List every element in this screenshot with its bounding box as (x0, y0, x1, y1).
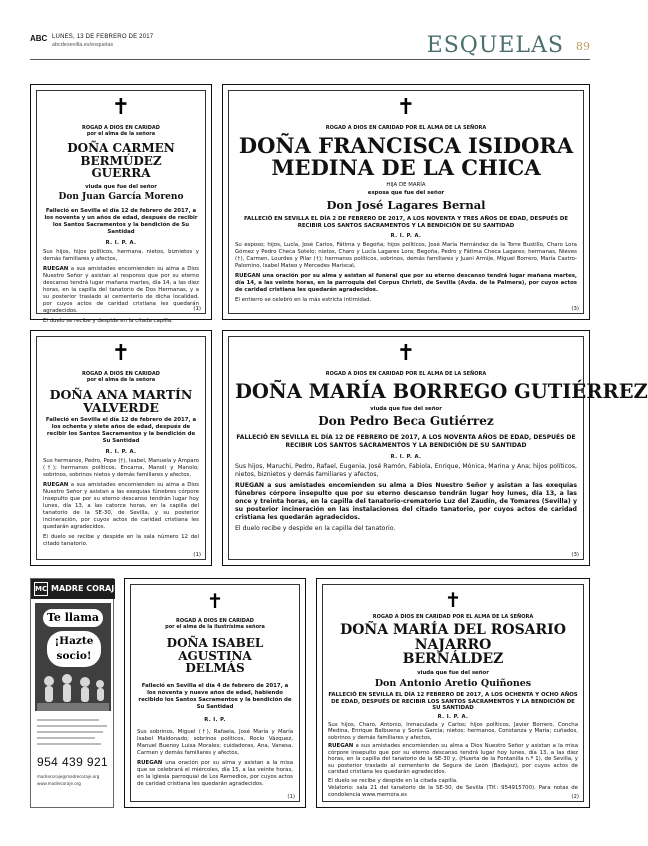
ad-organization: MADRE CORAJE (51, 584, 120, 593)
ad-website[interactable]: www.madrecoraje.org (37, 781, 81, 786)
obituary-intro-sub: por el alma de la señora (86, 377, 156, 383)
death-notice: Falleció en Sevilla el día 4 de febrero de 2017, a los noventa y nueve años de edad, habiendo recibido los Santos Sacramentos y la bendición de Su Santidad (138, 682, 292, 710)
closing-text: El duelo recibe y despide en la capilla del tanatorio. (235, 525, 396, 533)
rip-text: R. I. P. A. (105, 449, 137, 456)
deceased-name: DOÑA ANA MARTÍN VALVERDE (49, 387, 193, 416)
notice-number: (1) (193, 552, 201, 558)
page-header (30, 34, 590, 62)
ad-phone[interactable]: 954 439 921 (37, 755, 109, 769)
brand-logo: ABC (30, 34, 48, 43)
section-title: ESQUELAS (426, 33, 564, 58)
deceased-name: DOÑA CARMEN BERMÚDEZ GUERRA (67, 141, 175, 181)
obituary-carmen-bermudez (30, 84, 212, 324)
ad-email[interactable]: madrecoraje@madrecoraje.org (37, 774, 100, 779)
header-divider (30, 59, 590, 60)
obituary-intro: ROGAD A DIOS EN CARIDAD POR EL ALMA DE LA SEÑORA (325, 371, 487, 377)
obituary-intro: ROGAD A DIOS EN CARIDAD (82, 125, 160, 131)
death-notice: FALLECIÓ EN SEVILLA EL DÍA 12 FEBRERO DE 2017, A LOS OCHENTA Y OCHO AÑOS DE EDAD, DESPUÉS DE RECIBIR LOS SANTOS SACRAMENTOS Y LA BENDICIÓN DE SU SANTIDAD (328, 692, 578, 712)
velatorio-text: Velatorio: sala 21 del tanatorio de la SE-30, de Sevilla (Tlf.: 954915700). Para notas de condolencia www.memora.es (328, 785, 578, 798)
family-text: Sus hijos, hijos políticos, hermana, nietos, biznietos y demás familiares y afectos, (43, 248, 199, 262)
relation-text: esposa que fue del señor (367, 190, 445, 197)
notice-number: (3) (571, 552, 579, 558)
notice-number: (3) (571, 306, 579, 312)
deceased-name: DOÑA MARÍA DEL ROSARIO NAJARRO BERNÁLDEZ (340, 622, 566, 668)
family-text: Sus hijos, Maruchi, Pedro, Rafael, Eugenia, José Ramón, Fabiola, Enrique, Mónica, Marina y Ana; hijos políticos, nietos, biznietos y demás familiares y afectos, (235, 463, 577, 479)
cross-icon: ✝ (111, 341, 131, 366)
obituary-intro: ROGAD A DIOS EN CARIDAD POR EL ALMA DE LA SEÑORA (372, 614, 534, 620)
page-date: LUNES, 13 DE FEBRERO DE 2017 (52, 34, 154, 40)
rip-text: R. I. P. A. (437, 713, 469, 720)
request-text: RUEGAN a sus amistades encomienden su alma a Dios Nuestro Señor y asistan al responso que por su eterno descanso tendrá lugar mañana martes, día 14, a las diez horas, en la capilla del tanatorio de Dos Hermanas, y a su posterior traslado al cementerio de dicha localidad, por cuyos actos de caridad cristiana les quedarán agradecidos. (43, 265, 199, 314)
cross-icon: ✝ (444, 588, 462, 612)
rip-text: R. I. P. A. (390, 233, 422, 240)
obituary-ana-martin (30, 330, 212, 566)
obituary-isabel-delmas (124, 578, 306, 808)
deceased-name: DOÑA FRANCISCA ISIDORA MEDINA DE LA CHICA (238, 133, 574, 181)
rip-text: R. I. P. A. (390, 454, 422, 461)
rip-text: R. I. P. (204, 716, 226, 723)
closing-text: El duelo se recibe y despide en la citada capilla. (328, 777, 458, 784)
ad-call-to-action: ¡Hazte socio! (47, 631, 101, 667)
obituary-maria-borrego (222, 330, 648, 566)
relation-text: viuda que fue del señor (85, 183, 157, 190)
deceased-name: DOÑA ISABEL AGUSTINA DELMÁS (166, 636, 264, 676)
ad-header (31, 579, 120, 599)
obituary-intro: ROGAD A DIOS EN CARIDAD (176, 618, 254, 624)
rip-text: R. I. P. A. (105, 239, 137, 246)
cross-icon: ✝ (396, 341, 416, 366)
relation-text: viuda que fue del señor (370, 406, 442, 413)
request-text: RUEGAN a sus amistades encomienden su alma a Dios Nuestro Señor y asistan a las exequias fúnebres córpore insepulto que por su eterno descanso tendrán lugar hoy lunes, día 13, a las once y treinta horas, en la capilla del tanatorio-crematorio Luz del Zaudín, de Tomares (Sevilla) y su posterior incineración en las instalaciones del citado tanatorio, por cuyos actos de caridad cristiana les quedarán agradecidos. (235, 482, 578, 522)
request-text: RUEGAN una oración por su alma y asistan al funeral que por su eterno descanso tendrá lugar mañana martes, día 14, a las veinte horas, en la parroquia del Corpus Christi, de Sevilla (Avda. de la Palmera), por cuyos actos de caridad cristiana les quedarán agradecidos. (235, 273, 577, 294)
obituary-francisca-medina (222, 84, 590, 320)
notice-number: (1) (287, 794, 295, 800)
page-number: 89 (576, 40, 590, 53)
spouse-name: Don Pedro Beca Gutiérrez (318, 414, 494, 429)
spouse-name: Don Juan García Moreno (58, 191, 184, 202)
notice-number: (2) (571, 794, 579, 800)
cross-icon: ✝ (206, 589, 224, 613)
request-text: RUEGAN a sus amistades encomienden su alma a Dios Nuestro Señor y asistan a la misa córpore insepulto que por su eterno descanso tendrá lugar hoy lunes, día 13, a las diez horas, en la capilla del tanatorio de la SE-30 y, (Huerta de la Fontanilla n.º 1), de Sevilla, y su posterior traslado al cementerio de Segura de León (Badajoz), por cuyos actos de caridad cristiana les quedarán agradecidos. (328, 743, 578, 776)
deceased-name: DOÑA MARÍA BORREGO GUTIÉRREZ (235, 380, 648, 403)
children-illustration-icon (37, 671, 109, 711)
relation-text: viuda que fue del señor (417, 670, 489, 677)
request-text: RUEGAN a sus amistades encomienden su alma a Dios Nuestro Señor y asistan a las exequias fúnebres córpore insepulto que por su eterno descanso tendrán lugar hoy lunes, día 13, a las catorce horas, en la capilla del tanatorio de la SE-30, de Sevilla, y su posterior incineración, por cuyos actos de caridad cristiana les quedarán agradecidos. (43, 482, 199, 531)
death-notice: Falleció en Sevilla el día 12 de febrero de 2017, a los noventa y un años de edad, después de recibir los Santos Sacramentos y la bendición de Su Santidad (44, 207, 198, 235)
hija-text: HIJA DE MARÍA (386, 182, 426, 189)
death-notice: FALLECIÓ EN SEVILLA EL DÍA 12 DE FEBRERO DE 2017, A LOS NOVENTA AÑOS DE EDAD, DESPUÉS DE RECIBIR LOS SANTOS SACRAMENTOS Y LA BENDICIÓN DE SU SANTIDAD (236, 434, 576, 450)
cross-icon: ✝ (396, 95, 416, 120)
closing-text: El duelo se recibe y despide en la sala número 12 del citado tanatorio. (43, 534, 199, 548)
obituary-intro: ROGAD A DIOS EN CARIDAD POR EL ALMA DE LA SEÑORA (325, 125, 487, 131)
family-text: Sus sobrinos, Miguel (†), Rafaela, José María y María Isabel Maldonado; sobrinos políticos, Rocío Vázquez, Manuel Buenoy Luisa Morales; cuidadoras, Ana, Vanesa, Carmen y demás familiares y afectos, (137, 728, 293, 756)
obituary-maria-najarro (316, 578, 590, 808)
ad-headline: Te llama (43, 609, 103, 627)
death-notice: FALLECIÓ EN SEVILLA EL DÍA 2 DE FEBRERO DE 2017, A LOS NOVENTA Y TRES AÑOS DE EDAD, DESPUÉS DE RECIBIR LOS SANTOS SACRAMENTOS Y LA BENDICIÓN DE SU SANTIDAD (243, 216, 569, 230)
closing-text: El duelo se recibe y despide en la citada capilla. (43, 317, 173, 324)
ad-image (35, 603, 111, 711)
obituary-intro-sub: por el alma de la ilustrísima señora (165, 624, 265, 630)
notice-number: (1) (193, 306, 201, 312)
ad-body-lines (37, 719, 109, 749)
madre-coraje-logo: MC (34, 582, 48, 596)
family-text: Su esposo; hijos, Lucía, José Carlos, Fátima y Begoña; hijos políticos, José María Hernández de la Torre Bustillo, Charo Lora Gómez y Pedro Checa Sotelo; nietos, Charo y Lucía Lagares Lora; Begoña, Pedro y Fátima Checa Lagares; hermanas, Nieves (†), Carmen, Lourdes y Pilar (†); hermanos políticos, sobrinos, demás familiares y Juani Armije, Miguel Borrero, María Castro-Palomino, Isabel Mateo y Mercedes Mariscal, (235, 242, 577, 270)
madre-coraje-ad[interactable] (30, 578, 120, 808)
family-text: Sus hijos, Charo, Antonio, Inmaculada y Carlos; hijos políticos, Javier Borrero, Concha Medina, Enrique Balbuena y Sonia García; nietos; hermanos, Constanza y María; cuñados, sobrinos y demás familiares y afectos, (328, 721, 578, 741)
obituary-intro: ROGAD A DIOS EN CARIDAD (82, 371, 160, 377)
family-text: Sus hermanos, Pedro, Pepe (†), Isabel, Manuela y Amparo (†); hermanos políticos, Encarna, Manoli y Manolo; sobrinos, sobrinos nietos y demás familiares y afectos, (43, 458, 199, 479)
spouse-name: Don José Lagares Bernal (326, 198, 486, 213)
obituary-intro-sub: por el alma de la señora (86, 131, 156, 137)
cross-icon: ✝ (111, 95, 131, 120)
closing-text: El entierro se celebró en la más estricta intimidad. (235, 297, 372, 304)
death-notice: Falleció en Sevilla el día 12 de febrero de 2017, a los ochenta y siete años de edad, después de recibir los Santos Sacramentos y la bendición de Su Santidad (45, 417, 197, 445)
request-text: RUEGAN una oración por su alma y asistan a la misa que se celebrará el miércoles, día 15, a las veinte horas, en la iglesia parroquial de Los Remedios, por cuyos actos de caridad cristiana les quedarán agradecidos. (137, 759, 294, 787)
page-url[interactable]: abcdesevilla.es/esquelas (52, 42, 114, 48)
spouse-name: Don Antonio Aretio Quiñones (374, 678, 532, 690)
